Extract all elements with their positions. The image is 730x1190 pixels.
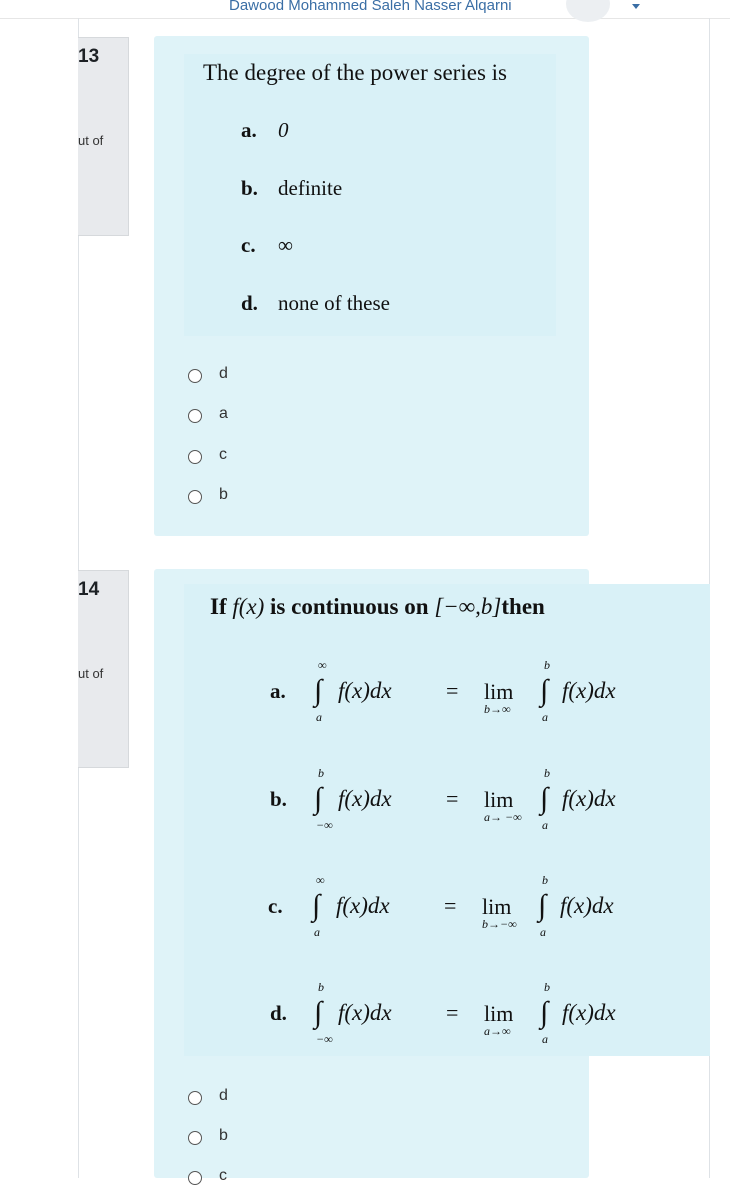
radio-button[interactable] (188, 490, 202, 504)
avatar[interactable] (566, 0, 610, 22)
integral-upper-limit: b (544, 766, 550, 780)
answer-label[interactable]: d (219, 365, 228, 382)
integral-lower-limit: a (542, 818, 548, 832)
integral-lower-limit: a (316, 710, 322, 724)
integral-upper-limit: b (318, 766, 324, 780)
integral-upper-limit: b (318, 980, 324, 994)
answer-label[interactable]: c (219, 446, 227, 463)
limit-label: lim (482, 894, 512, 919)
integrand: f(x)dx (338, 678, 392, 703)
answer-label[interactable]: d (219, 1087, 228, 1104)
limit-label: lim (484, 1001, 514, 1026)
question-title: If f(x) is continuous on [−∞,b]then (210, 594, 545, 619)
question-info-13 (78, 37, 129, 236)
integral-upper-limit: ∞ (318, 658, 327, 672)
limit-subscript: a→ −∞ (484, 810, 522, 824)
option-b: b. definite (241, 176, 343, 200)
option-a: a. 0 (241, 118, 289, 142)
user-name[interactable]: Dawood Mohammed Saleh Nasser Alqarni (229, 0, 512, 14)
integral-sign: ∫ (314, 996, 323, 1029)
integral-sign: ∫ (540, 674, 549, 707)
question-title: The degree of the power series is (203, 60, 507, 85)
equals-sign: = (446, 1000, 459, 1025)
integrand: f(x)dx (562, 678, 616, 703)
limit-subscript: b→−∞ (482, 917, 517, 931)
radio-button[interactable] (188, 1171, 202, 1185)
option-label: a. (270, 679, 286, 703)
integrand: f(x)dx (562, 1000, 616, 1025)
integral-lower-limit: a (540, 925, 546, 939)
question-mark-label: ut of (78, 666, 104, 681)
integrand: f(x)dx (336, 893, 390, 918)
chevron-down-icon[interactable] (632, 4, 640, 9)
radio-button[interactable] (188, 369, 202, 383)
option-d: d. none of these (241, 291, 390, 315)
integral-lower-limit: −∞ (316, 1032, 333, 1046)
integrand: f(x)dx (562, 786, 616, 811)
question-mark-label: ut of (78, 133, 104, 148)
integral-upper-limit: b (542, 873, 548, 887)
answer-label[interactable]: b (219, 486, 228, 503)
integral-sign: ∫ (312, 889, 321, 922)
limit-subscript: b→∞ (484, 702, 511, 716)
equals-sign: = (444, 893, 457, 918)
integrand: f(x)dx (560, 893, 614, 918)
question-number: 14 (78, 579, 100, 600)
radio-button[interactable] (188, 1091, 202, 1105)
integral-upper-limit: b (544, 658, 550, 672)
option-c: c. ∞ (241, 233, 293, 257)
answer-label[interactable]: b (219, 1127, 228, 1144)
question-info-14 (78, 570, 129, 768)
integral-lower-limit: a (542, 1032, 548, 1046)
integral-lower-limit: a (542, 710, 548, 724)
equals-sign: = (446, 678, 459, 703)
answer-label[interactable]: c (219, 1167, 227, 1184)
radio-button[interactable] (188, 450, 202, 464)
integral-lower-limit: a (314, 925, 320, 939)
equals-sign: = (446, 786, 459, 811)
radio-button[interactable] (188, 1131, 202, 1145)
question-number: 13 (78, 46, 100, 67)
integral-upper-limit: b (544, 980, 550, 994)
radio-button[interactable] (188, 409, 202, 423)
integrand: f(x)dx (338, 1000, 392, 1025)
integral-upper-limit: ∞ (316, 873, 325, 887)
integral-sign: ∫ (540, 782, 549, 815)
top-bar (0, 0, 730, 19)
limit-subscript: a→∞ (484, 1024, 511, 1038)
integral-sign: ∫ (314, 674, 323, 707)
integrand: f(x)dx (338, 786, 392, 811)
option-label: d. (270, 1001, 287, 1025)
integral-lower-limit: −∞ (316, 818, 333, 832)
option-label: b. (270, 787, 287, 811)
answer-label[interactable]: a (219, 405, 228, 422)
limit-label: lim (484, 679, 514, 704)
integral-sign: ∫ (538, 889, 547, 922)
integral-sign: ∫ (540, 996, 549, 1029)
option-label: c. (268, 894, 283, 918)
question-text-box (184, 584, 710, 1056)
integral-sign: ∫ (314, 782, 323, 815)
limit-label: lim (484, 787, 514, 812)
